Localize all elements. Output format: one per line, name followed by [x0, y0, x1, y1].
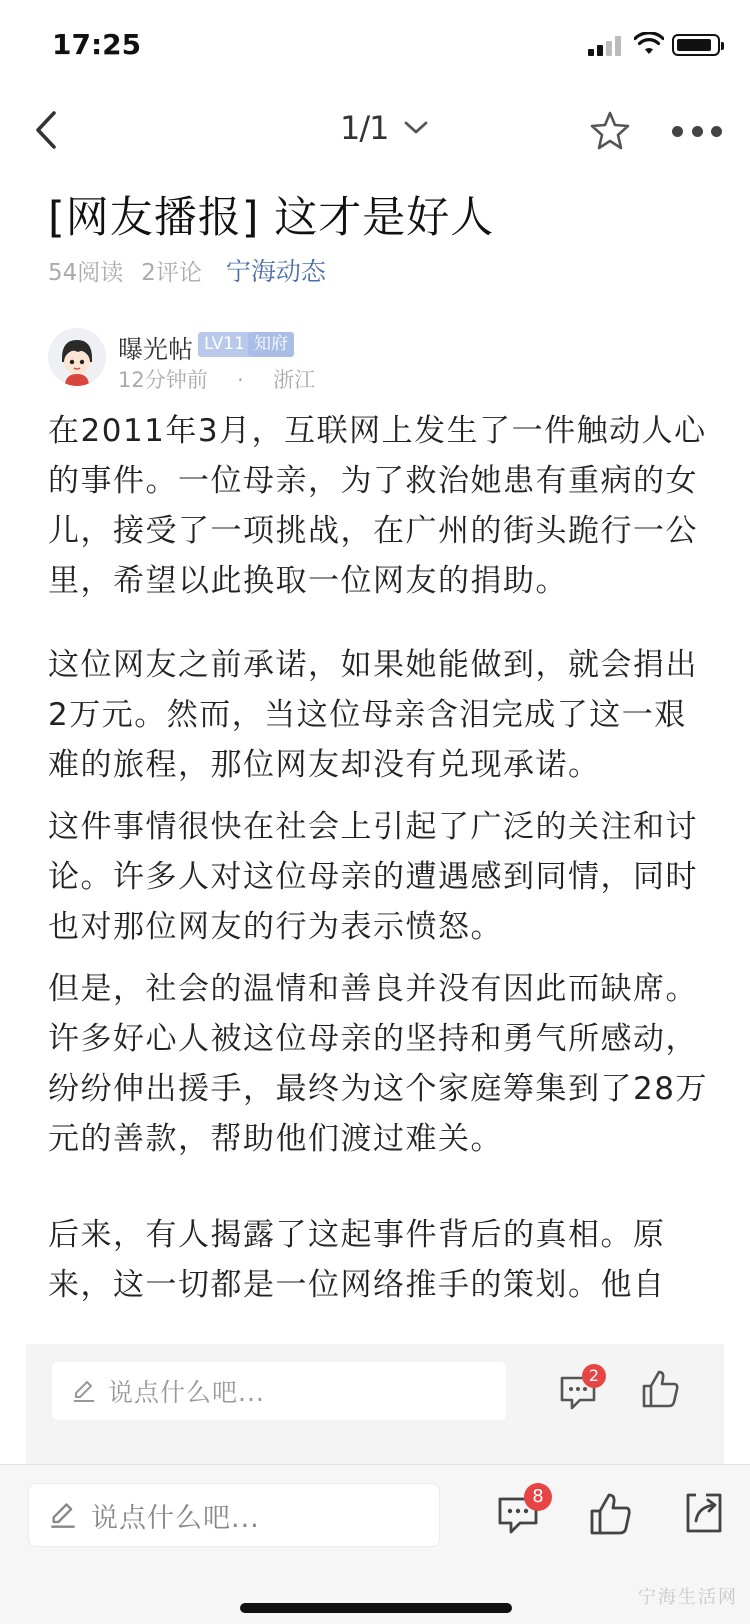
comment-input[interactable]	[28, 1483, 440, 1547]
article-paragraph: 在2011年3月，互联网上发生了一件触动人心的事件。一位母亲，为了救治她患有重病的女儿，接受了一项挑战，在广州的街头跪行一公里，希望以此换取一位网友的捐助。	[48, 413, 707, 599]
inner-comment-bar	[26, 1344, 724, 1464]
read-count: 54阅读	[48, 259, 124, 286]
page-indicator-text: 1/1	[340, 109, 389, 147]
comment-count: 2评论	[141, 259, 202, 286]
comment-input[interactable]	[52, 1362, 506, 1420]
watermark: 宁海生活网	[638, 1587, 738, 1608]
article-paragraph: 但是，社会的温情和善良并没有因此而缺席。许多好心人被这位母亲的坚持和勇气所感动，纷纷伸出援手，最终为这个家庭筹集到了28万元的善款，帮助他们渡过难关。	[48, 971, 708, 1157]
post-time: 12分钟前	[118, 368, 208, 392]
pencil-icon	[49, 1501, 77, 1529]
article-paragraph: 后来，有人揭露了这起事件背后的真相。原来，这一切都是一位网络推手的策划。他自	[48, 1217, 666, 1303]
meta-separator: ·	[237, 368, 244, 392]
comment-placeholder: 说点什么吧...	[108, 1378, 265, 1407]
channel-link[interactable]: 宁海动态	[225, 257, 326, 286]
comment-placeholder: 说点什么吧...	[91, 1502, 260, 1534]
thumbs-up-icon[interactable]	[640, 1368, 680, 1410]
bottom-bar	[0, 1464, 750, 1624]
author-location: 浙江	[273, 368, 316, 392]
status-time: 17:25	[52, 28, 142, 61]
comment-count-badge: 8	[524, 1483, 552, 1511]
share-icon[interactable]	[684, 1491, 724, 1535]
author-name[interactable]: 曝光帖	[118, 335, 194, 364]
article-paragraph: 这位网友之前承诺，如果她能做到，就会捐出2万元。然而，当这位母亲含泪完成了这一艰难的旅程，那位网友却没有兑现承诺。	[48, 647, 698, 783]
home-indicator	[240, 1603, 512, 1613]
article-body	[48, 406, 708, 1310]
role-badge: 知府	[248, 332, 294, 357]
thumbs-up-icon[interactable]	[588, 1491, 632, 1537]
level-badge: LV11	[198, 332, 251, 357]
comment-count-badge: 2	[582, 1364, 606, 1388]
article-paragraph: 这件事情很快在社会上引起了广泛的关注和讨论。许多人对这位母亲的遭遇感到同情，同时也对那位网友的行为表示愤怒。	[48, 809, 698, 945]
article-title: [网友播报] 这才是好人	[48, 193, 495, 243]
pencil-icon	[72, 1379, 96, 1403]
